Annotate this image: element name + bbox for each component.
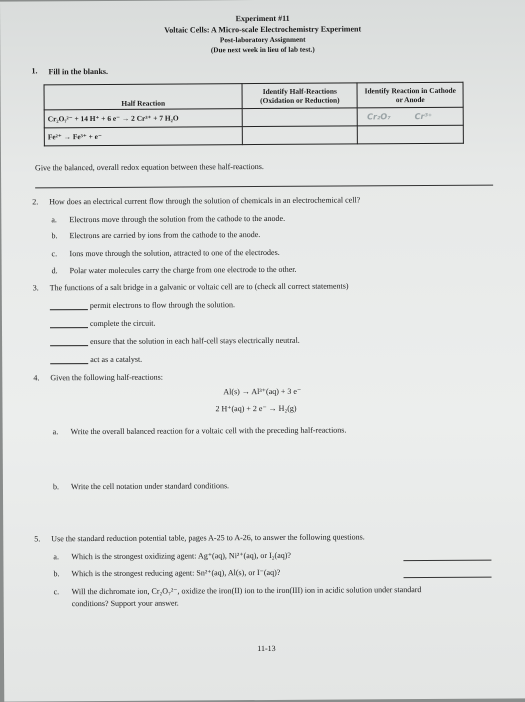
q4-part-letter: a.	[52, 427, 59, 437]
handwritten-note: Cr³⁺	[414, 111, 433, 122]
q5-part-text: conditions? Support your answer.	[71, 598, 179, 609]
q2-option-letter: c.	[51, 249, 58, 259]
q5-prompt: Use the standard reduction potential table, pages A-25 to A-26, to answer the following questions.	[51, 532, 365, 544]
due-note: (Due next week in lieu of lab test.)	[210, 45, 315, 55]
half-reaction-equation: 2 H⁺(aq) + 2 e⁻ → H₂(g)	[215, 403, 297, 414]
q5-part-text: Will the dichromate ion, Cr₂O₇²⁻, oxidize the iron(II) ion to the iron(III) ion in acidic solution under standard	[71, 585, 422, 597]
header-half-reaction: Half Reaction	[44, 84, 242, 110]
q1-followup: Give the balanced, overall redox equation between these half-reactions.	[34, 161, 264, 173]
q5-part-text: Which is the strongest reducing agent: Sn²⁺(aq), Al(s), or I⁻(aq)?	[71, 567, 281, 579]
q2-option-letter: d.	[51, 266, 58, 276]
table-row	[44, 125, 463, 146]
assignment-subtitle: Post-laboratory Assignment	[219, 35, 306, 45]
q2-option-letter: a.	[51, 215, 57, 225]
check-blank[interactable]	[50, 301, 88, 310]
checklist-text: act as a catalyst.	[90, 354, 143, 365]
checklist-text: complete the circuit.	[89, 318, 156, 329]
q1-prompt: Fill in the blanks.	[48, 66, 109, 77]
header-cathode-anode: Identify Reaction in Cathode or Anode	[357, 82, 463, 108]
q4-part-text: Write the overall balanced reaction for a voltaic cell with the preceding half-reactions.	[70, 425, 347, 437]
q5-part-letter: a.	[53, 552, 59, 562]
q2-option-text[interactable]: Polar water molecules carry the charge from one electrode to the other.	[69, 264, 297, 276]
table-header-row	[44, 82, 463, 110]
q5-part-text: Which is the strongest oxidizing agent: Ag⁺(aq), Ni²⁺(aq), or I₂(aq)?	[71, 550, 291, 562]
answer-cell-electrode[interactable]	[358, 107, 464, 126]
q5-part-letter: c.	[53, 587, 60, 597]
answer-cell-redox[interactable]	[242, 126, 357, 145]
q4-part-letter: b.	[52, 482, 59, 492]
q4-prompt: Given the following half-reactions:	[50, 372, 163, 383]
q5-number: 5.	[34, 534, 41, 544]
page-title: Voltaic Cells: A Micro-scale Electrochemistry Experiment	[164, 24, 362, 35]
answer-line	[35, 185, 493, 189]
checklist-text: permit electrons to flow through the solution.	[89, 300, 235, 311]
checklist-text: ensure that the solution in each half-cell stays electrically neutral.	[90, 335, 300, 347]
checklist-item[interactable]	[50, 355, 142, 365]
header-oxidation-reduction: Identify Half-Reactions (Oxidation or Reduction)	[242, 83, 357, 109]
checklist-item[interactable]	[50, 336, 300, 347]
q2-option-text[interactable]: Electrons are carried by ions from the cathode to the anode.	[69, 230, 261, 241]
page-number: 11-13	[257, 643, 276, 654]
q2-number: 2.	[32, 197, 39, 207]
half-reaction-equation: Al(s) → Al³⁺(aq) + 3 e⁻	[223, 386, 302, 397]
checklist-item[interactable]	[50, 319, 156, 329]
experiment-number: Experiment #11	[235, 13, 290, 24]
q2-option-text[interactable]: Ions move through the solution, attracted to one of the electrodes.	[69, 247, 280, 259]
answer-cell-electrode[interactable]	[358, 125, 464, 144]
q1-number: 1.	[31, 66, 38, 76]
answer-cell-redox[interactable]	[242, 108, 357, 127]
handwritten-note: Cr₂O₇	[367, 112, 391, 122]
q4-number: 4.	[33, 373, 40, 383]
q2-option-letter: b.	[51, 231, 58, 241]
answer-line[interactable]	[404, 577, 492, 579]
q3-number: 3.	[32, 283, 39, 293]
check-blank[interactable]	[50, 319, 88, 328]
q3-prompt: The functions of a salt bridge in a galvanic or voltaic cell are to (check all correct statements)	[49, 281, 349, 293]
check-blank[interactable]	[50, 355, 88, 364]
checklist-item[interactable]	[50, 300, 235, 310]
half-reaction-cell: Fe²⁺ → Fe³⁺ + e⁻	[44, 127, 242, 146]
q2-prompt: How does an electrical current flow through the solution of chemicals in an electrochemical cell?	[49, 195, 361, 207]
half-reaction-table	[44, 82, 464, 147]
check-blank[interactable]	[50, 337, 88, 346]
q2-option-text[interactable]: Electrons move through the solution from the cathode to the anode.	[69, 213, 286, 225]
q4-part-text: Write the cell notation under standard conditions.	[70, 481, 230, 492]
answer-line[interactable]	[403, 560, 491, 562]
q5-part-letter: b.	[53, 569, 60, 579]
half-reaction-cell: Cr₂O₇²⁻ + 14 H⁺ + 6 e⁻ → 2 Cr³⁺ + 7 H₂O	[44, 109, 242, 128]
